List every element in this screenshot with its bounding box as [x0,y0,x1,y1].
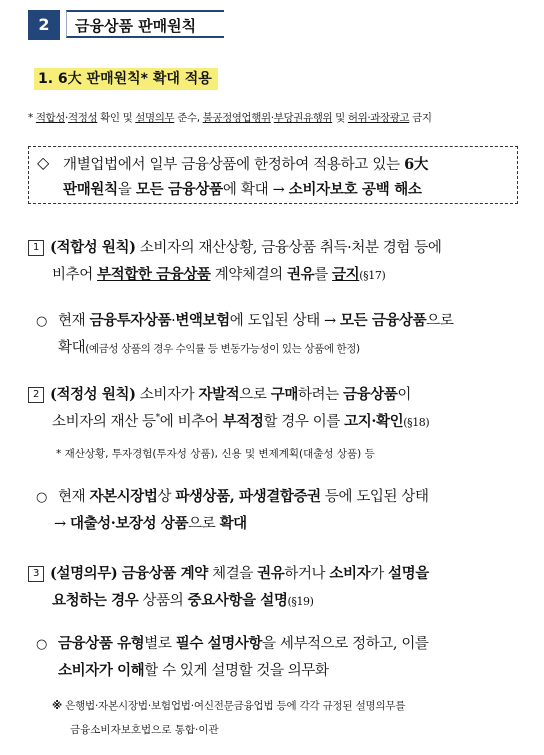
section1-line-2: 비추어 부적합한 금융상품 계약체결의 권유를 금지(§17) [52,266,386,283]
section1-bullet-line-2: 확대(예금성 상품의 경우 수익률 등 변동가능성이 있는 상품에 한정) [58,340,360,356]
summary-line-2: 판매원칙을 모든 금융상품에 확대 → 소비자보호 공백 해소 [63,181,422,198]
section1-number: 1 [28,240,44,256]
section3-bullet-line-1: ○ 금융상품 유형별로 필수 설명사항을 세부적으로 정하고, 이를 [36,635,429,652]
section2-bullet-line-2: → 대출성·보장성 상품으로 확대 [54,515,247,532]
summary-line-1: 개별업법에서 일부 금융상품에 한정하여 적용하고 있는 6大 [63,156,429,173]
section2-line-1: 2 (적정성 원칙) 소비자가 자발적으로 구매하려는 금융상품이 [28,383,411,404]
section-number-badge: 2 [28,10,60,40]
section2-footnote: * 재산상황, 투자경험(투자성 상품), 신용 및 변제계획(대출성 상품) 등 [56,448,375,460]
section-title: 금융상품 판매원칙 [66,10,224,38]
reference-mark-icon: ※ [52,700,63,712]
principles-footnote: * 적합성·적정성 확인 및 설명의무 준수, 불공정영업행위·부당권유행위 및 허위·과장광고 금지 [28,112,432,124]
explanation-duty-text: 설명의무 [135,112,175,124]
section2-bullet-line-1: ○ 현재 자본시장법상 파생상품, 파생결합증권 등에 도입된 상태 [36,488,429,505]
circle-bullet-icon: ○ [36,637,47,652]
section3-title: (설명의무) [50,565,118,582]
improper-solicitation-text: 부당권유행위 [273,112,333,124]
section2-line-2: 소비자의 재산 등*에 비추어 부적정할 경우 이를 고지·확인(§18) [52,413,430,430]
adequacy-text: 적정성 [68,112,98,124]
suitability-text: 적합성 [35,112,66,124]
footnote-star: * [28,112,33,124]
circle-bullet-icon: ○ [36,314,47,329]
section3-number: 3 [28,566,44,582]
unfair-practice-text: 불공정영업행위 [202,112,271,124]
false-ad-text: 허위·과장광고 [347,112,410,124]
section3-bullet-line-2: 소비자가 이해할 수 있게 설명할 것을 의무화 [58,662,329,679]
section3-line-2: 요청하는 경우 상품의 중요사항을 설명(§19) [52,592,314,609]
bottom-note-line-1: ※ 은행법·자본시장법·보험업법·여신전문금융업법 등에 각각 규정된 설명의무를 [52,700,406,712]
section2-title: (적정성 원칙) [50,386,136,403]
circle-bullet-icon: ○ [36,490,47,505]
subsection-title: 1. 6大 판매원칙* 확대 적용 [34,68,218,90]
section3-line-1: 3 (설명의무) 금융상품 계약 체결을 권유하거나 소비자가 설명을 [28,562,429,583]
diamond-icon: ◇ [37,153,50,172]
section2-number: 2 [28,387,44,403]
section1-bullet-line-1: ○ 현재 금융투자상품·변액보험에 도입된 상태 → 모든 금융상품으로 [36,312,454,329]
section1-line-1: 1 (적합성 원칙) 소비자의 재산상황, 금융상품 취득·처분 경험 등에 [28,236,441,257]
section1-title: (적합성 원칙) [50,239,136,256]
summary-box [28,146,518,204]
bottom-note-line-2: 금융소비자보호법으로 통합·이관 [70,724,219,736]
